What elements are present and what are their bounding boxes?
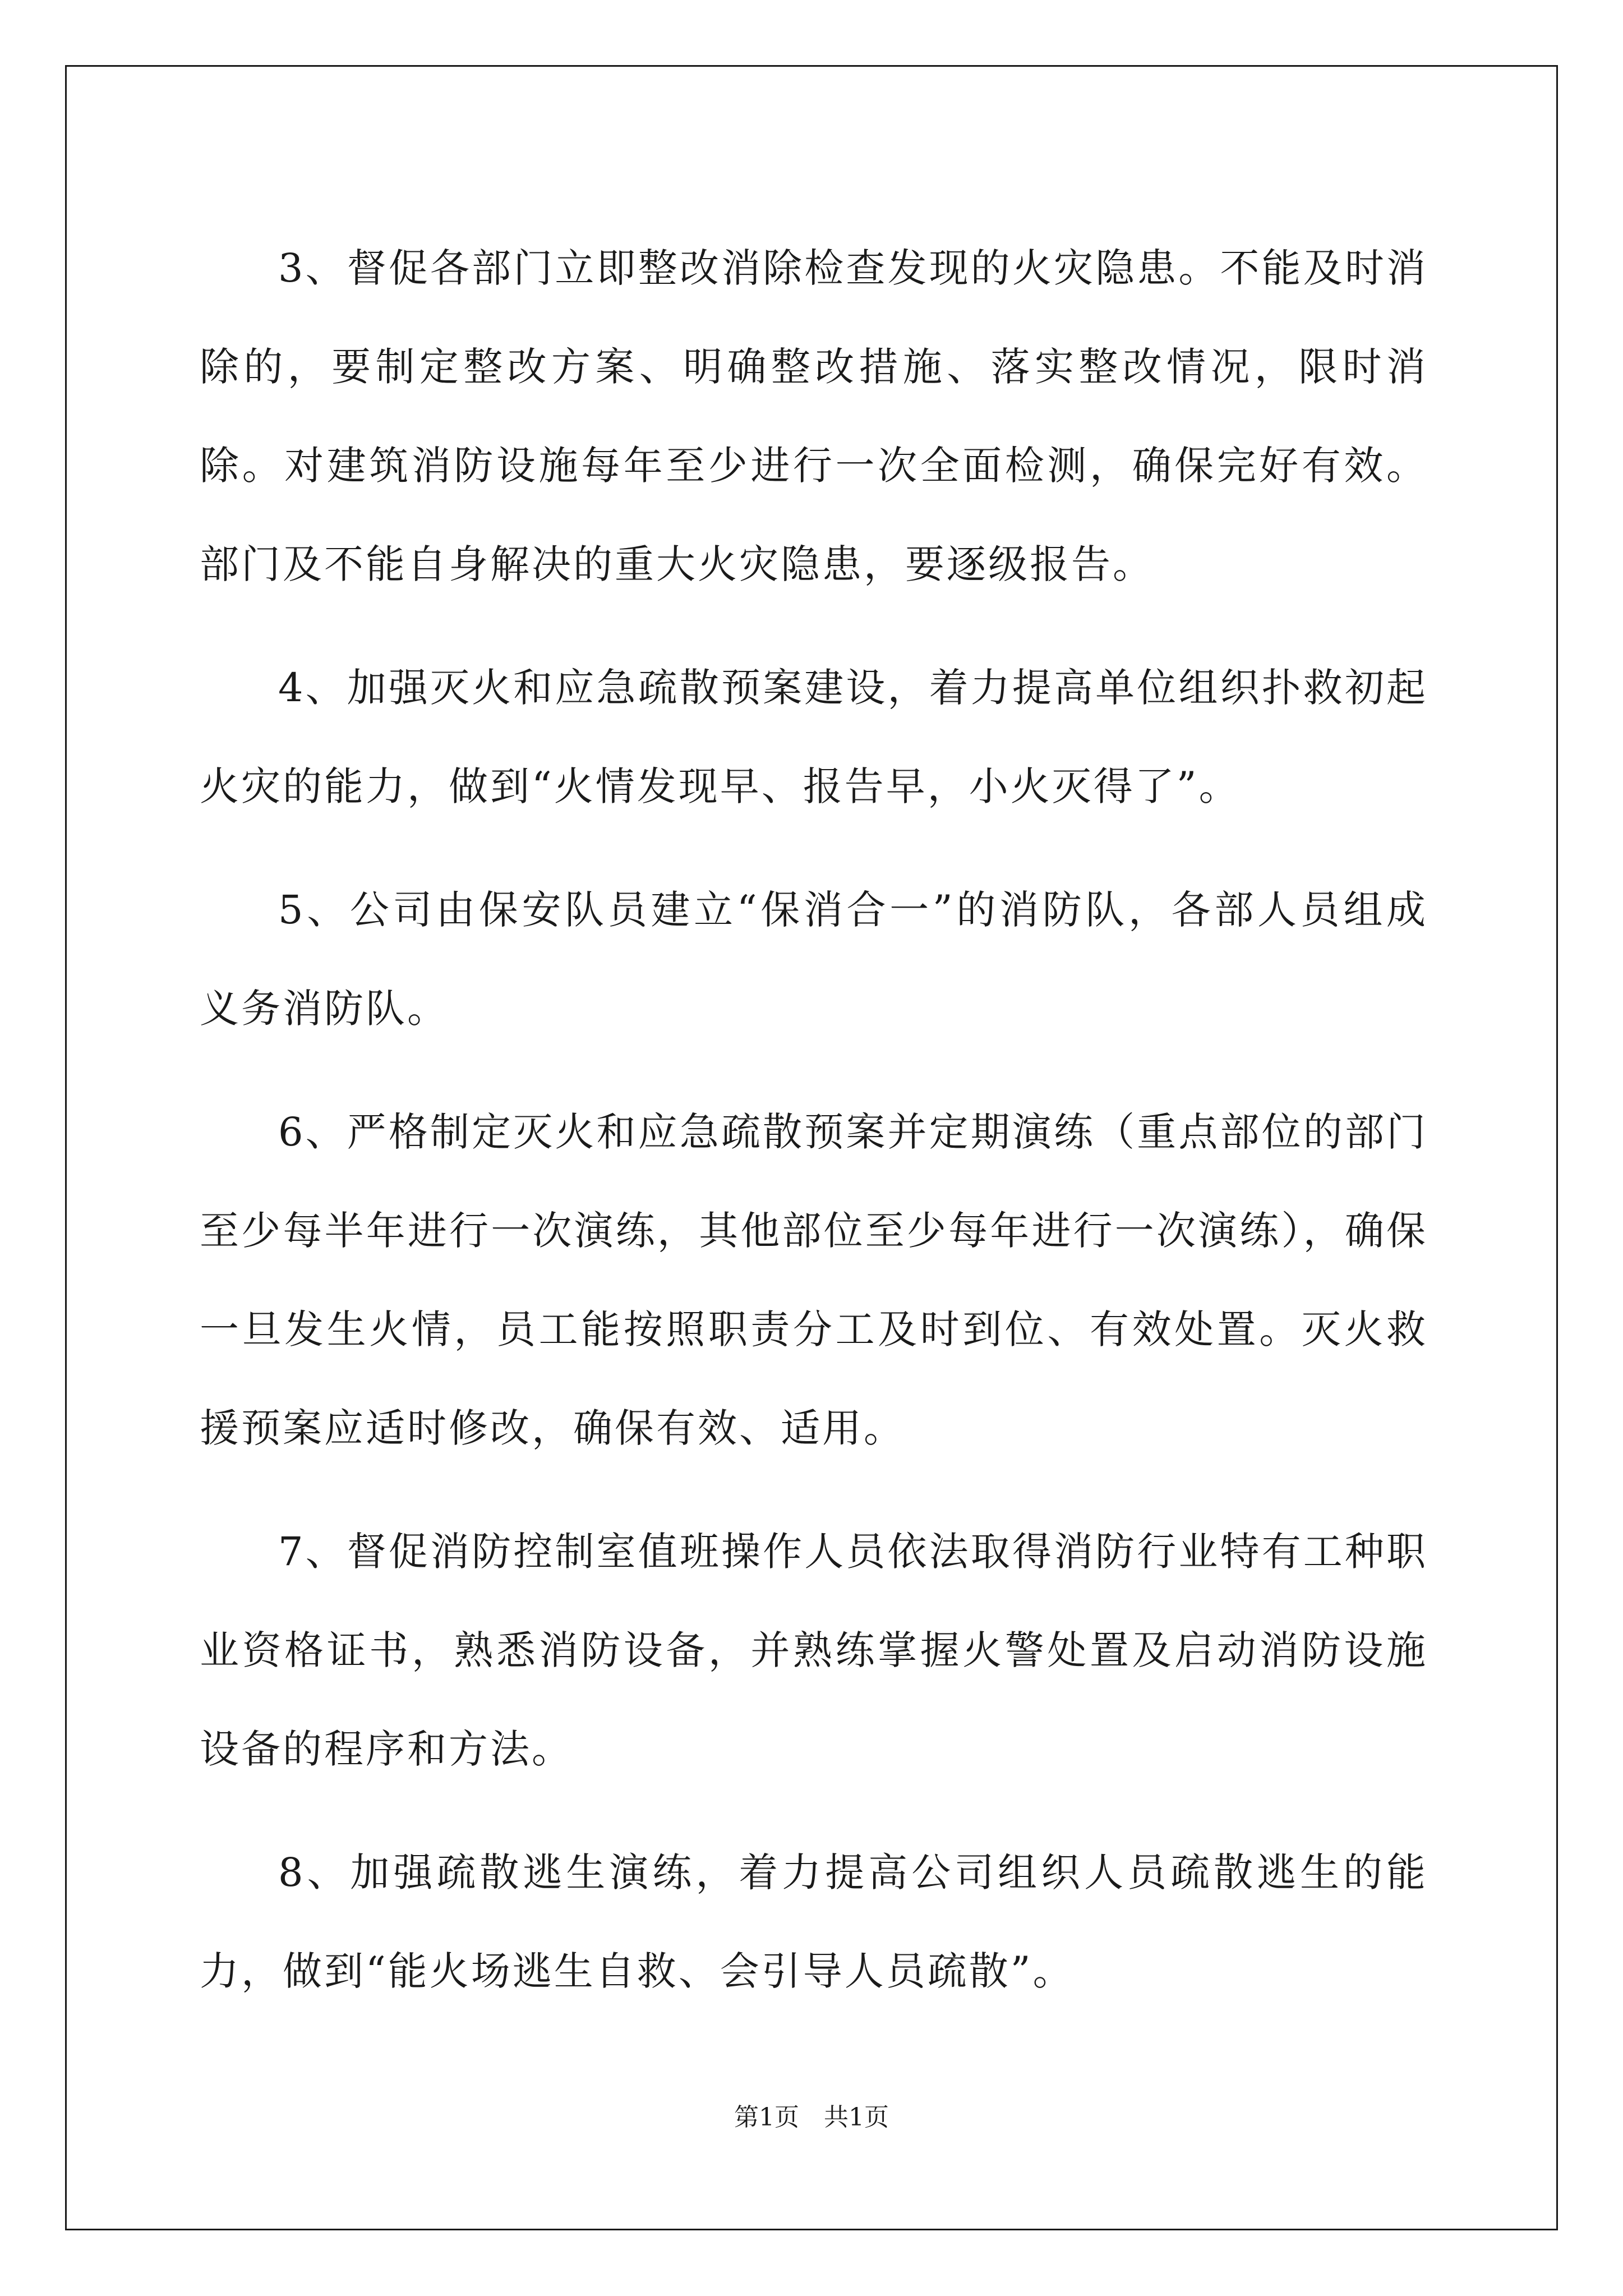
- page-total: 共1页: [824, 2103, 889, 2132]
- paragraph-8: 8、加强疏散逃生演练，着力提高公司组织人员疏散逃生的能力，做到“能火场逃生自救、会引导人员疏散”。: [200, 1849, 1428, 1994]
- paragraph-6: 6、严格制定灭火和应急疏散预案并定期演练（重点部位的部门至少每半年进行一次演练，其他部位至少每年进行一次演练），确保一旦发生火情，员工能按照职责分工及时到位、有效处置。灭火救援预案应适时修改，确保有效、适用。: [200, 1109, 1428, 1451]
- paragraph-7: 7、督促消防控制室值班操作人员依法取得消防行业特有工种职业资格证书，熟悉消防设备，并熟练掌握火警处置及启动消防设施设备的程序和方法。: [200, 1529, 1428, 1772]
- paragraph-4: 4、加强灭火和应急疏散预案建设，着力提高单位组织扑救初起火灾的能力，做到“火情发现早、报告早，小火灭得了”。: [200, 665, 1428, 809]
- page-number: 第1页: [734, 2103, 799, 2132]
- page-footer: [0, 2097, 1623, 2133]
- paragraph-3: 3、督促各部门立即整改消除检查发现的火灾隐患。不能及时消除的，要制定整改方案、明确整改措施、落实整改情况，限时消除。对建筑消防设施每年至少进行一次全面检测，确保完好有效。部门及不能自身解决的重大火灾隐患，要逐级报告。: [200, 245, 1428, 587]
- document-body: [200, 219, 1428, 2045]
- paragraph-5: 5、公司由保安队员建立“保消合一”的消防队，各部人员组成义务消防队。: [200, 887, 1428, 1032]
